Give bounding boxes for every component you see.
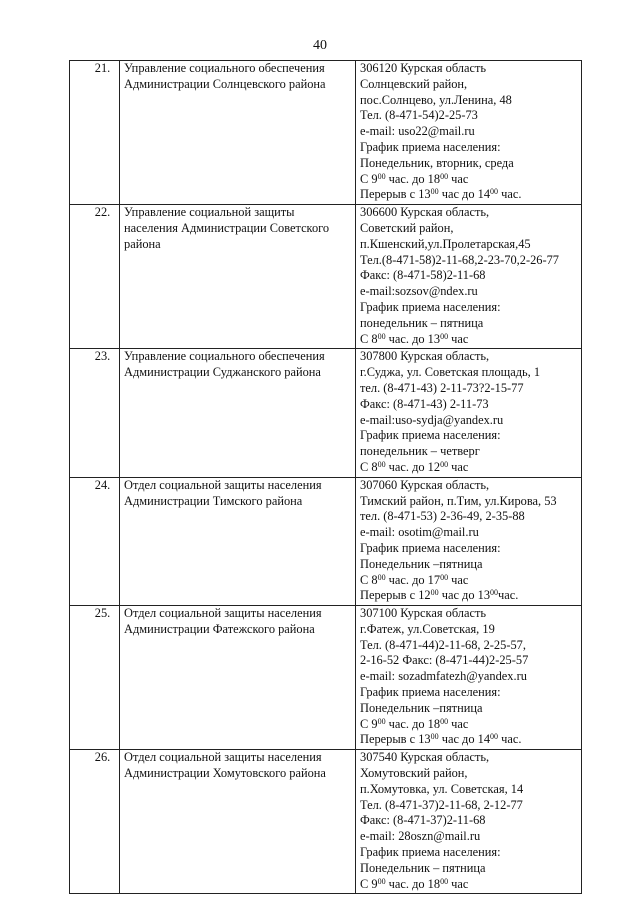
office-name-line: Администрации Фатежского района xyxy=(124,621,315,636)
email-line: e-mail: osotim@mail.ru xyxy=(360,525,479,540)
row-number: 25. xyxy=(94,606,111,621)
office-name-line: Отдел социальной защиты населения xyxy=(124,750,322,765)
office-name-cell xyxy=(120,61,356,205)
table-row xyxy=(70,606,582,750)
address-line: 307800 Курская область, xyxy=(360,349,490,364)
schedule-hours: С $9^{00}$ час. до $18^{00}$ час xyxy=(360,876,469,891)
address-line: Солнцевский район, xyxy=(360,76,468,91)
schedule-break: Перерыв с $13^{00}$ час до $14^{00}$ час. xyxy=(360,187,522,202)
address-line: г.Суджа, ул. Советская площадь, 1 xyxy=(360,365,541,380)
schedule-hours: С $8^{00}$ час. до $17^{00}$ час xyxy=(360,572,469,587)
schedule-days: Понедельник –пятница xyxy=(360,700,483,715)
address-line: п.Хомутовка, ул. Советская, 14 xyxy=(360,781,524,796)
table-row xyxy=(70,477,582,605)
row-number-cell xyxy=(70,205,120,349)
phone-line: Тел.(8-471-58)2-11-68,2-23-70,2-26-77 xyxy=(360,252,559,267)
email-line: e-mail: uso22@mail.ru xyxy=(360,124,475,139)
schedule-days: Понедельник – пятница xyxy=(360,860,486,875)
email-line: e-mail:uso-sydja@yandex.ru xyxy=(360,412,504,427)
schedule-hours: С $9^{00}$ час. до $18^{00}$ час xyxy=(360,716,469,731)
office-name-cell xyxy=(120,750,356,894)
schedule-hours: С $8^{00}$ час. до $12^{00}$ час xyxy=(360,459,469,474)
office-name-line: Управление социального обеспечения xyxy=(124,349,325,364)
table-row xyxy=(70,750,582,894)
schedule-hours: С $8^{00}$ час. до $13^{00}$ час xyxy=(360,331,469,346)
row-number: 22. xyxy=(94,205,111,220)
address-line: 307100 Курская область xyxy=(360,606,487,621)
schedule-days: Понедельник –пятница xyxy=(360,556,483,571)
office-name-line: Администрации Хомутовского района xyxy=(124,766,326,781)
schedule-title: График приема населения: xyxy=(360,299,501,314)
row-number-cell xyxy=(70,477,120,605)
schedule-title: График приема населения: xyxy=(360,845,501,860)
schedule-break: Перерыв с $13^{00}$ час до $14^{00}$ час. xyxy=(360,732,522,747)
row-number-cell xyxy=(70,61,120,205)
contact-info-cell xyxy=(356,750,582,894)
row-number: 21. xyxy=(94,61,111,75)
phone-line: Тел. (8-471-37)2-11-68, 2-12-77 xyxy=(360,797,523,812)
schedule-days: понедельник – пятница xyxy=(360,315,484,330)
table-row xyxy=(70,205,582,349)
row-number: 26. xyxy=(94,750,111,765)
phone-line: Тел. (8-471-44)2-11-68, 2-25-57, xyxy=(360,637,526,652)
address-line: Советский район, xyxy=(360,220,454,235)
schedule-days: понедельник – четверг xyxy=(360,444,480,459)
office-name-cell xyxy=(120,606,356,750)
office-name-line: Отдел социальной защиты населения xyxy=(124,606,322,621)
table-row xyxy=(70,349,582,477)
row-number: 24. xyxy=(94,477,111,492)
address-line: 307540 Курская область, xyxy=(360,750,490,765)
fax-line: Факс: (8-471-58)2-11-68 xyxy=(360,268,486,283)
schedule-title: График приема населения: xyxy=(360,540,501,555)
schedule-break: Перерыв с $12^{00}$ час до $13^{00}час$. xyxy=(360,588,519,603)
office-name-line: Отдел социальной защиты населения xyxy=(124,477,322,492)
office-name-cell xyxy=(120,205,356,349)
office-name-line: Управление социального обеспечения xyxy=(124,61,325,75)
email-line: e-mail:sozsov@ndex.ru xyxy=(360,284,478,299)
table-row xyxy=(70,61,582,205)
schedule-title: График приема населения: xyxy=(360,685,501,700)
offices-table xyxy=(69,60,582,894)
schedule-hours: С $9^{00}$ час. до $18^{00}$ час xyxy=(360,171,469,186)
address-line: 306120 Курская область xyxy=(360,61,487,75)
office-name-line: района xyxy=(124,236,161,251)
phone-line: тел. (8-471-43) 2-11-73?2-15-77 xyxy=(360,380,524,395)
office-name-line: населения Администрации Советского xyxy=(124,220,330,235)
office-name-line: Управление социальной защиты xyxy=(124,205,295,220)
address-line: г.Фатеж, ул.Советская, 19 xyxy=(360,621,495,636)
row-number-cell xyxy=(70,750,120,894)
contact-info-cell xyxy=(356,606,582,750)
contact-info-cell xyxy=(356,477,582,605)
phone-line: тел. (8-471-53) 2-36-49, 2-35-88 xyxy=(360,509,525,524)
contact-info-cell xyxy=(356,205,582,349)
office-name-cell xyxy=(120,477,356,605)
address-line: Тимский район, п.Тим, ул.Кирова, 53 xyxy=(360,493,557,508)
phone-fax-line: 2-16-52 Факс: (8-471-44)2-25-57 xyxy=(360,653,529,668)
address-line: 307060 Курская область, xyxy=(360,477,490,492)
schedule-title: График приема населения: xyxy=(360,139,501,154)
address-line: Хомутовский район, xyxy=(360,766,468,781)
phone-line: Тел. (8-471-54)2-25-73 xyxy=(360,108,478,123)
fax-line: Факс: (8-471-37)2-11-68 xyxy=(360,813,486,828)
address-line: п.Кшенский,ул.Пролетарская,45 xyxy=(360,236,531,251)
address-line: пос.Солнцево, ул.Ленина, 48 xyxy=(360,92,512,107)
row-number-cell xyxy=(70,349,120,477)
office-name-cell xyxy=(120,349,356,477)
address-line: 306600 Курская область, xyxy=(360,205,490,220)
row-number: 23. xyxy=(94,349,111,364)
email-line: e-mail: sozadmfatezh@yandex.ru xyxy=(360,669,527,684)
fax-line: Факс: (8-471-43) 2-11-73 xyxy=(360,396,489,411)
email-line: e-mail: 28oszn@mail.ru xyxy=(360,829,481,844)
office-name-line: Администрации Солнцевского района xyxy=(124,76,326,91)
contact-info-cell xyxy=(356,349,582,477)
contact-info-cell xyxy=(356,61,582,205)
page-number: 40 xyxy=(313,38,327,53)
row-number-cell xyxy=(70,606,120,750)
office-name-line: Администрации Суджанского района xyxy=(124,365,321,380)
schedule-title: График приема населения: xyxy=(360,428,501,443)
schedule-days: Понедельник, вторник, среда xyxy=(360,155,514,170)
office-name-line: Администрации Тимского района xyxy=(124,493,303,508)
